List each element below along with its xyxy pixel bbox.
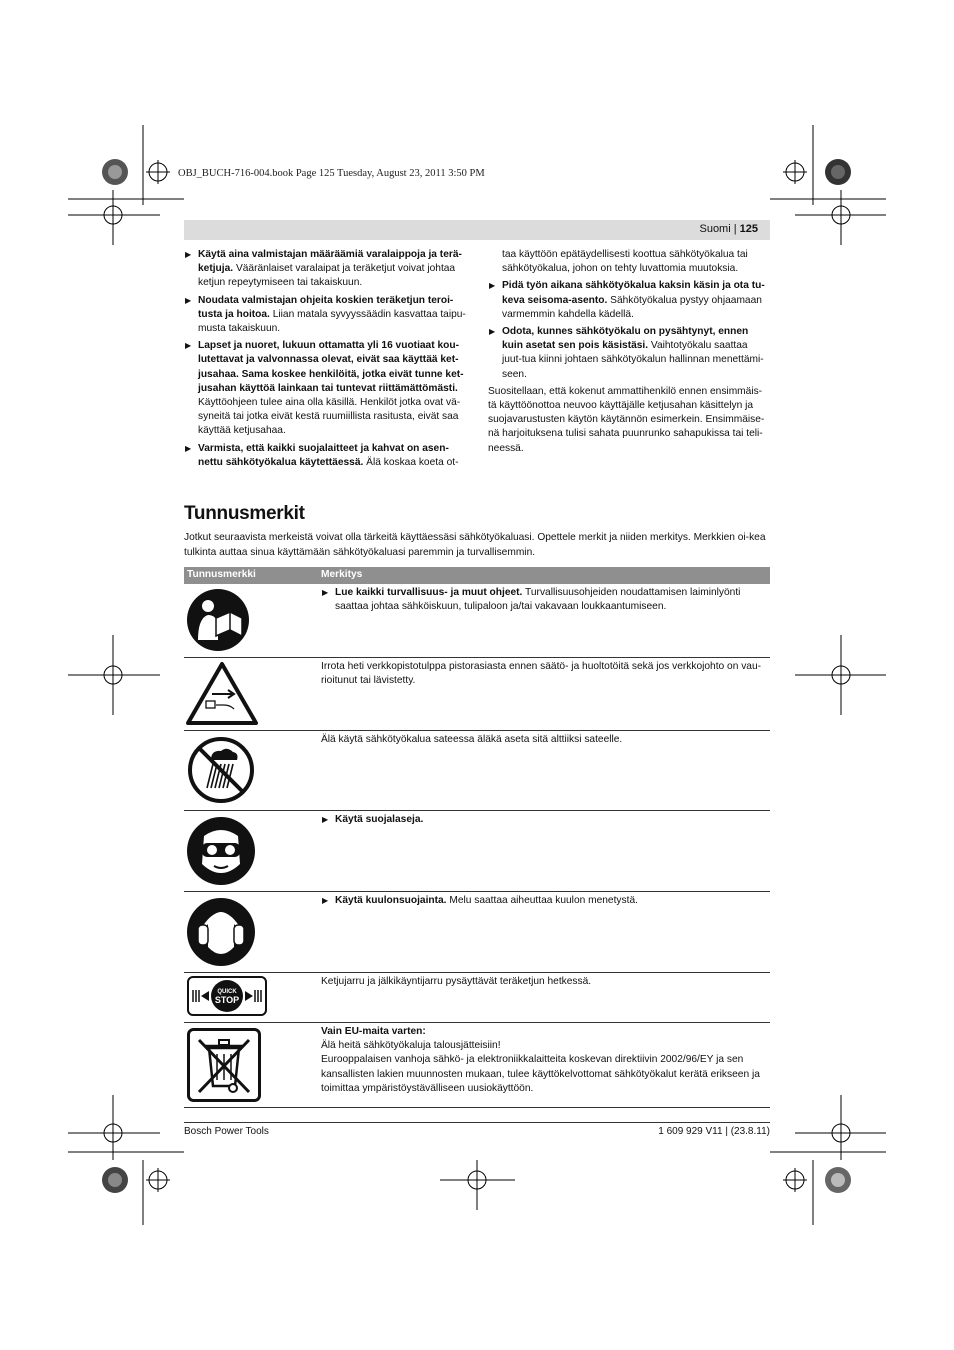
list-item: ▶ Lapset ja nuoret, lukuun ottamatta yli 16 vuotiaat kou-lutettavat ja valvonnassa olevat, eivät saa käyttää ket-jusahaa. Sama koskee henkilöitä, jotka eivät tunne ket-jusahan käyttöä lainkaan tai tuntevat riittämättömästi. Käyttöohjeen tulee aina olla käsillä. Henkilöt jotka ovat vä-syneitä tai jotka eivät kestä ruumiillista rasitusta, eivät saa käyttää ketjusahaa. (184, 339, 466, 438)
footer-docnumber: 1 609 929 V11 | (23.8.11) (658, 1126, 770, 1137)
ear-protection-icon (186, 897, 256, 967)
table-row (184, 731, 770, 810)
symbol-meaning: Ketjujarru ja jälkikäyntijarru pysäyttävät teräketjun hetkessä. (321, 976, 592, 988)
left-column (184, 248, 466, 473)
table-row (184, 584, 770, 658)
footer-brand: Bosch Power Tools (184, 1126, 269, 1137)
recommendation-paragraph: Suositellaan, että kokenut ammattihenkilö ennen ensimmäis-tä käyttöönottoa neuvoo käyttäjälle ketjusahan käsittelyn ja suojavarustusten käytön käytännön esimerkein. Ensimmäise-nä harjoituksena tulisi sahata puunrunko sahapukissa tai teli-neessä. (488, 385, 765, 454)
table-row (184, 973, 770, 1023)
table-header-symbol: Tunnusmerkki (184, 567, 318, 584)
read-manual-icon (186, 588, 250, 652)
header-section: Suomi | (699, 223, 740, 235)
weee-bin-icon (187, 1028, 261, 1102)
quick-stop-icon (187, 976, 267, 1016)
unplug-warning-icon (186, 661, 258, 725)
symbol-meaning: Älä käytä sähkötyökalua sateessa äläkä aseta sitä alttiiksi sateelle. (321, 734, 623, 746)
no-rain-icon (187, 736, 255, 804)
table-row (184, 1023, 770, 1108)
table-row (184, 810, 770, 891)
list-item: ▶ Odota, kunnes sähkötyökalu on pysähtynyt, ennen kuin asetat sen pois käsistäsi. Vaihtotyökalu saattaa juut-tua kiinni johtaen sähkötyökalun hallinnan menettämi-seen. (488, 325, 770, 382)
safety-glasses-icon (186, 816, 256, 886)
print-info: OBJ_BUCH-716-004.book Page 125 Tuesday, August 23, 2011 3:50 PM (178, 168, 485, 179)
symbols-table (184, 567, 770, 1108)
intro-text: Jotkut seuraavista merkeistä voivat olla tärkeitä käyttäessäsi sähkötyökaluasi. Opettele merkit ja niiden merkitys. Merkkien oi-kea tulkinta auttaa sinua käyttämään sähkötyökaluasi paremmin ja turvallisemmin. (184, 532, 766, 558)
right-column (488, 248, 770, 459)
page-header (184, 220, 770, 240)
symbol-meaning: ▶ Käytä suojalaseja. (321, 813, 770, 827)
page-number: 125 (739, 223, 758, 235)
list-item: ▶ Varmista, että kaikki suojalaitteet ja kahvat on asen-nettu sähkötyökalua käytettäessä. Älä koskaa koeta ot- (184, 442, 466, 470)
stop-label: STOP (214, 995, 240, 1006)
symbol-meaning: Eurooppalaisen vanhoja sähkö- ja elektroniikkalaitteita koskevan direktiivin 2002/96/EY ja sen kansallisten lakien muunnosten mukaan, tulee käyttökelvottomat sähkötyökalut kerätä erikseen ja toimittaa ympäristöystävälliseen uusiokäyttöön. (321, 1054, 760, 1094)
symbol-meaning: Älä heitä sähkötyökaluja talousjätteisiin! (321, 1040, 501, 1052)
section-title: Tunnusmerkit (184, 503, 305, 524)
symbol-meaning: ▶ Lue kaikki turvallisuus- ja muut ohjeet. Turvallisuusohjeiden noudattamisen laiminlyönti saattaa johtaa sähköiskuun, tulipaloon ja/tai vakavaan loukkaantumiseen. (321, 586, 770, 614)
list-item: ▶ Noudata valmistajan ohjeita koskien teräketjun teroi-tusta ja hoitoa. Liian matala syvyyssäädin kasvattaa taipu-musta takaiskuun. (184, 294, 466, 337)
list-item: ▶ Käytä aina valmistajan määräämiä varalaippoja ja terä-ketjuja. Vääränlaiset varalaipat ja teräketjut voivat johtaa ketjun repeytymiseen tai takaiskuun. (184, 248, 466, 291)
table-row (184, 891, 770, 972)
continuation-text: taa käyttöön epätäydellisesti koottua sähkötyökalua tai sähkötyökalua, johon on tehty luvattomia muutoksia. (502, 249, 748, 275)
symbol-meaning: ▶ Käytä kuulonsuojainta. Melu saattaa aiheuttaa kuulon menetystä. (321, 894, 770, 908)
symbol-meaning-title: Vain EU-maita varten: (321, 1026, 426, 1038)
table-header-meaning: Merkitys (318, 567, 770, 584)
quick-label: QUICK (217, 989, 237, 996)
footer-divider (184, 1122, 770, 1123)
symbol-meaning: Irrota heti verkkopistotulppa pistorasiasta ennen säätö- ja huoltotöitä sekä jos verkkojohto on vau-rioitunut tai lävistetty. (321, 661, 762, 687)
list-item: ▶ Pidä työn aikana sähkötyökalua kaksin käsin ja ota tu-keva seisoma-asento. Sähkötyökalua pystyy ohjaamaan varmemmin kahdella kädellä. (488, 279, 770, 322)
table-row (184, 658, 770, 731)
